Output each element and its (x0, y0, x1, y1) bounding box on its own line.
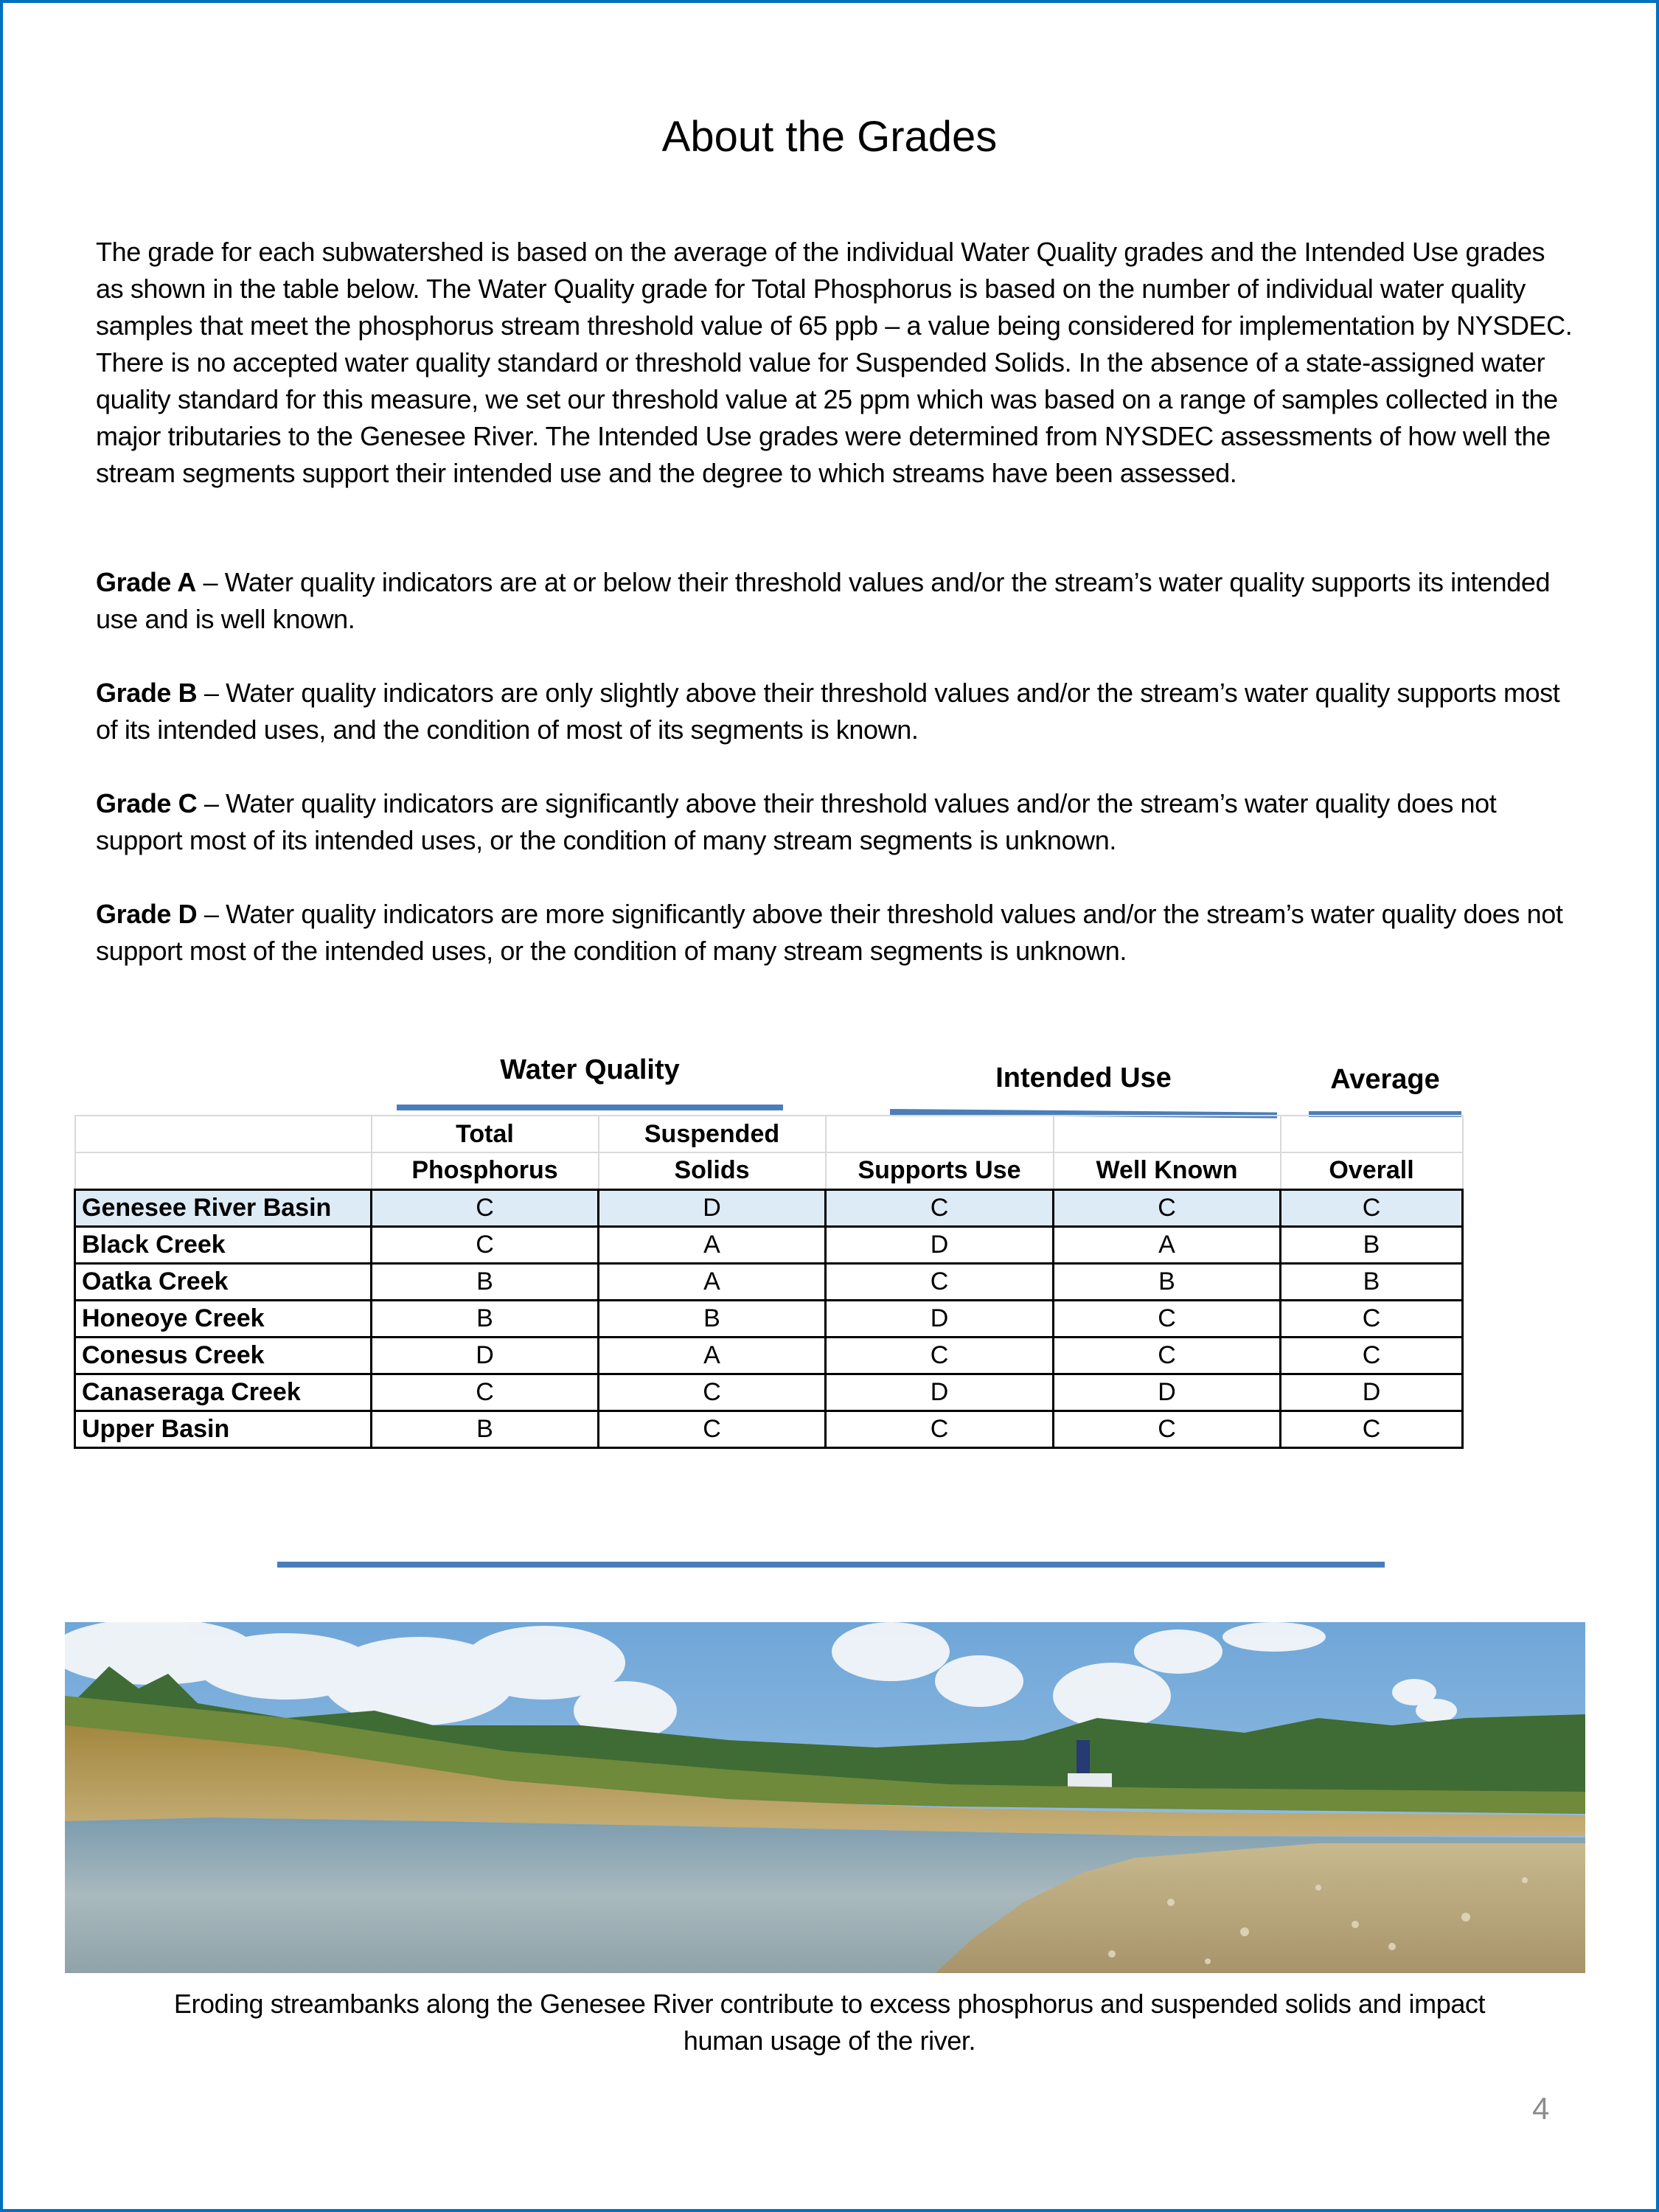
overall-grade: B (1281, 1263, 1463, 1300)
header-overall: Overall (1281, 1152, 1463, 1189)
well-known-grade: D (1054, 1374, 1281, 1411)
header-blank (826, 1116, 1054, 1152)
table-header-row-1 (75, 1116, 1463, 1152)
phosphorus-grade: B (372, 1263, 599, 1300)
grade-b-label: Grade B (96, 678, 198, 708)
overall-grade: B (1281, 1226, 1463, 1263)
header-supports-use: Supports Use (826, 1152, 1054, 1189)
grade-c-dash: – (197, 788, 226, 818)
phosphorus-grade: C (372, 1226, 599, 1263)
caption-line-2: human usage of the river. (683, 2025, 976, 2056)
grade-b-dash: – (197, 678, 226, 708)
row-name: Honeoye Creek (75, 1300, 372, 1337)
grade-a-description (96, 564, 1578, 638)
overall-grade: C (1281, 1300, 1463, 1337)
solids-grade: D (599, 1189, 826, 1226)
grades-table (74, 1115, 1464, 1449)
grade-d-description (96, 896, 1578, 970)
well-known-grade: A (1054, 1226, 1281, 1263)
solids-grade: C (599, 1374, 826, 1411)
grade-c-label: Grade C (96, 788, 198, 818)
overall-grade: C (1281, 1337, 1463, 1374)
caption-line-1: Eroding streambanks along the Genesee River contribute to excess phosphorus and suspended solids and impact (173, 1989, 1486, 2019)
photo-caption (74, 1986, 1585, 2059)
table-row (75, 1300, 1463, 1337)
supports-use-grade: D (826, 1300, 1054, 1337)
well-known-grade: C (1054, 1411, 1281, 1447)
group-label-average: Average (1330, 1064, 1440, 1095)
group-underline-water-quality (397, 1105, 783, 1110)
grade-a-label: Grade A (96, 567, 196, 597)
phosphorus-grade: D (372, 1337, 599, 1374)
grade-c-text: Water quality indicators are significantly above their threshold values and/or the stream’s water quality does not support most of its intended uses, or the condition of many stream segments is unknown. (96, 788, 1497, 855)
phosphorus-grade: C (372, 1374, 599, 1411)
intro-paragraph: The grade for each subwatershed is based on the average of the individual Water Quality grades and the Intended Use grades as shown in the table below. The Water Quality grade for Total Phosphorus is based on the number of individual water quality samples that meet the phosphorus stream threshold value of 65 ppb – a value being considered for implementation by NYSDEC. There is no accepted water quality standard or threshold value for Suspended Solids. In the absence of a state-assigned water quality standard for this measure, we set our threshold value at 25 ppm which was based on a range of samples collected in the major tributaries to the Genesee River. The Intended Use grades were determined from NYSDEC assessments of how well the stream segments support their intended use and the degree to which streams have been assessed. (96, 237, 1573, 488)
header-blank (75, 1116, 372, 1152)
well-known-grade: C (1054, 1337, 1281, 1374)
well-known-grade: C (1054, 1189, 1281, 1226)
grade-a-text: Water quality indicators are at or below their threshold values and/or the stream’s water quality supports its intended use and is well known. (96, 567, 1551, 634)
supports-use-grade: C (826, 1337, 1054, 1374)
grade-b-text: Water quality indicators are only slightly above their threshold values and/or the stream’s water quality supports most of its intended uses, and the condition of most of its segments is known. (96, 678, 1560, 745)
group-label-intended-use: Intended Use (995, 1062, 1172, 1093)
table-row (75, 1189, 1463, 1226)
supports-use-grade: C (826, 1263, 1054, 1300)
header-blank (1281, 1116, 1463, 1152)
supports-use-grade: C (826, 1189, 1054, 1226)
solids-grade: A (599, 1226, 826, 1263)
solids-grade: A (599, 1263, 826, 1300)
phosphorus-grade: B (372, 1411, 599, 1447)
grade-b-description (96, 675, 1578, 748)
row-name: Black Creek (75, 1226, 372, 1263)
solids-grade: B (599, 1300, 826, 1337)
grade-d-text: Water quality indicators are more significantly above their threshold values and/or the stream’s water quality does not support most of the intended uses, or the condition of many stream segments is unknown. (96, 899, 1563, 966)
supports-use-grade: D (826, 1226, 1054, 1263)
group-label-water-quality: Water Quality (500, 1054, 680, 1085)
table-row (75, 1337, 1463, 1374)
table-row (75, 1374, 1463, 1411)
table-row (75, 1263, 1463, 1300)
table-row (75, 1226, 1463, 1263)
grade-c-description (96, 785, 1578, 859)
row-name: Genesee River Basin (75, 1189, 372, 1226)
grade-d-label: Grade D (96, 899, 198, 929)
header-total: Total (372, 1116, 599, 1152)
page-title: About the Grades (661, 113, 998, 161)
row-name: Canaseraga Creek (75, 1374, 372, 1411)
header-phosphorus: Phosphorus (372, 1152, 599, 1189)
header-suspended: Suspended (599, 1116, 826, 1152)
row-name: Upper Basin (75, 1411, 372, 1447)
header-well-known: Well Known (1054, 1152, 1281, 1189)
grade-a-dash: – (195, 567, 225, 597)
overall-grade: D (1281, 1374, 1463, 1411)
overall-grade: C (1281, 1189, 1463, 1226)
row-name: Conesus Creek (75, 1337, 372, 1374)
header-blank (1054, 1116, 1281, 1152)
phosphorus-grade: C (372, 1189, 599, 1226)
page-number: 4 (1532, 2091, 1550, 2126)
row-name: Oatka Creek (75, 1263, 372, 1300)
well-known-grade: C (1054, 1300, 1281, 1337)
grade-d-dash: – (197, 899, 226, 929)
solids-grade: C (599, 1411, 826, 1447)
supports-use-grade: C (826, 1411, 1054, 1447)
header-solids: Solids (599, 1152, 826, 1189)
section-separator-line (277, 1562, 1385, 1568)
header-blank (75, 1152, 372, 1189)
river-streambank-photo (65, 1622, 1585, 1973)
overall-grade: C (1281, 1411, 1463, 1447)
solids-grade: A (599, 1337, 826, 1374)
well-known-grade: B (1054, 1263, 1281, 1300)
table-header-row-2 (75, 1152, 1463, 1189)
table-row (75, 1411, 1463, 1447)
phosphorus-grade: B (372, 1300, 599, 1337)
supports-use-grade: D (826, 1374, 1054, 1411)
